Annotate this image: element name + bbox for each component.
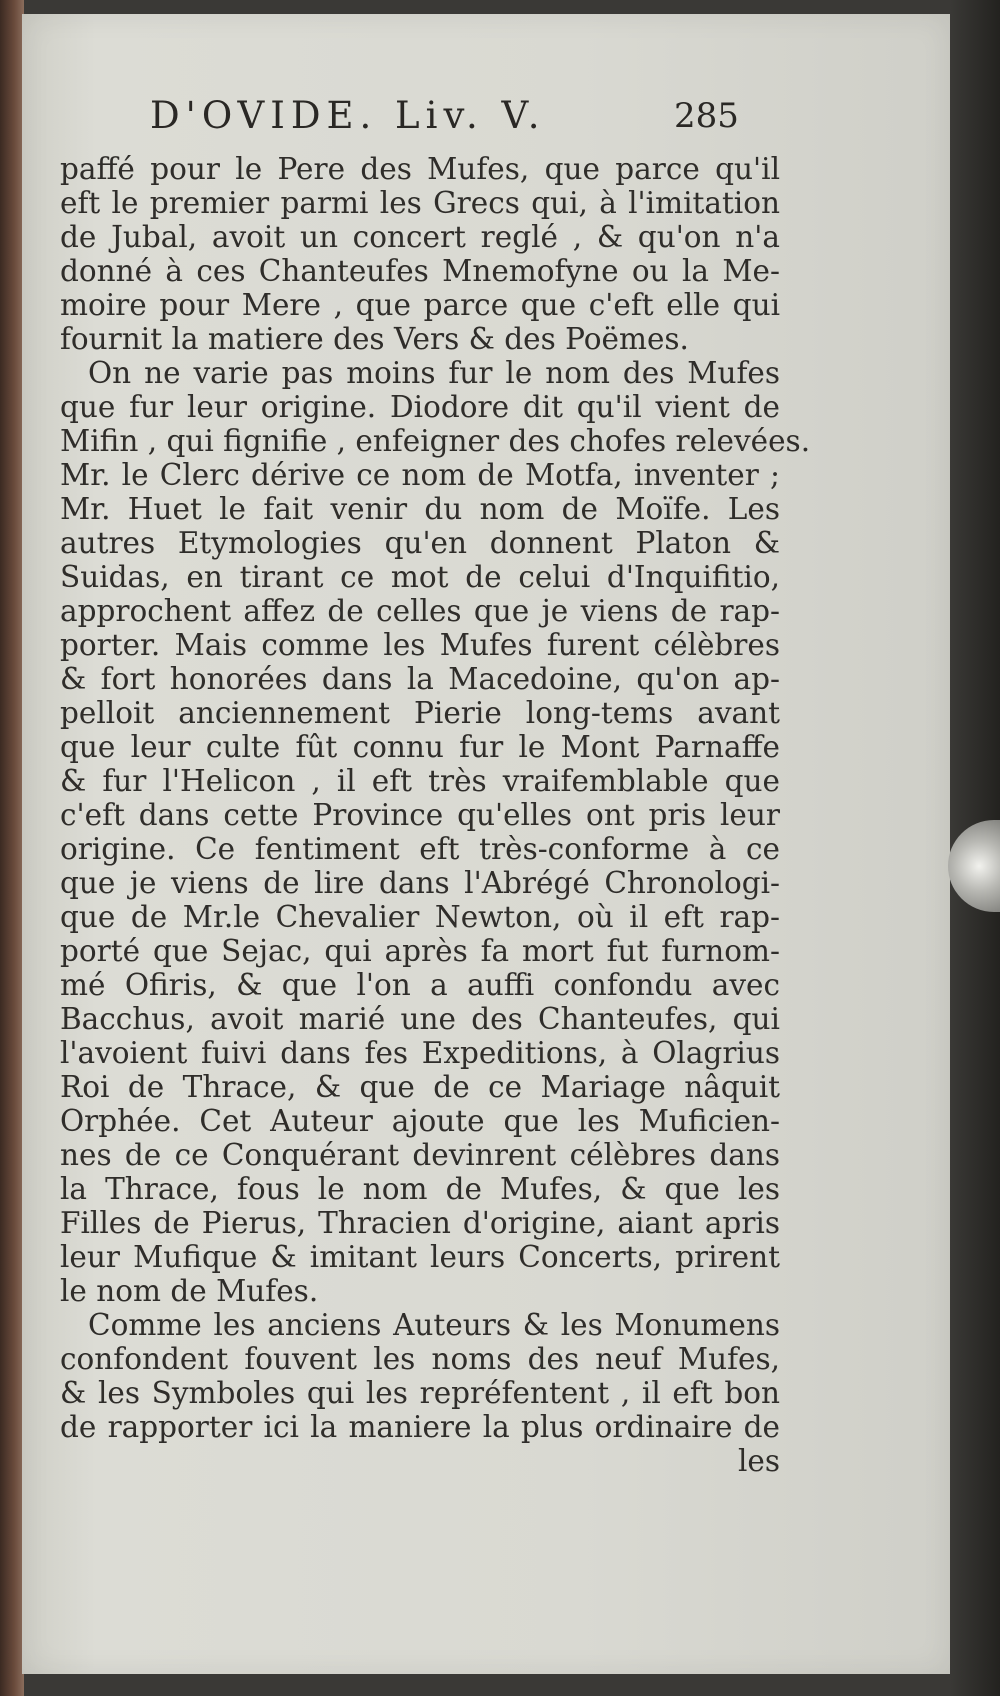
text-line: origine. Ce fentiment eft très-conforme à ce [60, 832, 780, 866]
page-header [22, 94, 950, 150]
page-body-text [60, 152, 811, 1478]
text-line: Mr. Huet le fait venir du nom de Moïfe. Les [60, 492, 780, 526]
text-line: approchent affez de celles que je viens de rap- [60, 594, 780, 628]
text-line: autres Etymologies qu'en donnent Platon & [60, 526, 780, 560]
text-line: l'avoient fuivi dans fes Expeditions, à Olagrius [60, 1036, 780, 1070]
text-line: & fort honorées dans la Macedoine, qu'on ap- [60, 662, 780, 696]
book-page [22, 14, 950, 1674]
text-line: On ne varie pas moins fur le nom des Mufes [88, 356, 780, 390]
text-line: leur Mufique & imitant leurs Concerts, prirent [60, 1240, 780, 1274]
running-head: D'OVIDE. Liv. V. [150, 94, 546, 137]
text-line: & les Symboles qui les repréfentent , il eft bon [60, 1376, 780, 1410]
text-line: Comme les anciens Auteurs & les Monumens [88, 1308, 780, 1342]
text-line: donné à ces Chanteufes Mnemofyne ou la Me- [60, 254, 780, 288]
text-line: eft le premier parmi les Grecs qui, à l'imitation [60, 186, 780, 220]
text-line: Mr. le Clerc dérive ce nom de Motfa, inventer ; [60, 458, 780, 492]
text-line: fournit la matiere des Vers & des Poëmes. [60, 322, 689, 356]
text-line: Mifin , qui fignifie , enfeigner des chofes relevées. [60, 424, 811, 458]
text-line: paffé pour le Pere des Mufes, que parce qu'il [60, 152, 780, 186]
text-line: Roi de Thrace, & que de ce Mariage nâquit [60, 1070, 780, 1104]
text-line: que fur leur origine. Diodore dit qu'il vient de [60, 390, 780, 424]
text-line: que de Mr.le Chevalier Newton, où il eft rap- [60, 900, 780, 934]
text-line: la Thrace, fous le nom de Mufes, & que les [60, 1172, 780, 1206]
text-line: le nom de Mufes. [60, 1274, 319, 1308]
text-line: Bacchus, avoit marié une des Chanteufes, qui [60, 1002, 780, 1036]
text-line: pelloit anciennement Pierie long-tems avant [60, 696, 780, 730]
text-line: que je viens de lire dans l'Abrégé Chronologi- [60, 866, 780, 900]
text-line: Filles de Pierus, Thracien d'origine, aiant apris [60, 1206, 780, 1240]
text-line: confondent fouvent les noms des neuf Mufes, [60, 1342, 780, 1376]
text-line: nes de ce Conquérant devinrent célèbres dans [60, 1138, 780, 1172]
text-line: porté que Sejac, qui après fa mort fut furnom- [60, 934, 780, 968]
text-line: moire pour Mere , que parce que c'eft elle qui [60, 288, 780, 322]
text-line: c'eft dans cette Province qu'elles ont pris leur [60, 798, 780, 832]
text-line: de rapporter ici la maniere la plus ordinaire de [60, 1410, 780, 1444]
text-line: mé Ofiris, & que l'on a auffi confondu avec [60, 968, 780, 1002]
text-line: porter. Mais comme les Mufes furent célèbres [60, 628, 780, 662]
text-line: les [737, 1444, 780, 1478]
text-line: & fur l'Helicon , il eft très vraifemblable que [60, 764, 780, 798]
text-line: Suidas, en tirant ce mot de celui d'Inquifitio, [60, 560, 780, 594]
text-line: que leur culte fût connu fur le Mont Parnaffe [60, 730, 780, 764]
page-number: 285 [674, 96, 739, 136]
text-line: Orphée. Cet Auteur ajoute que les Muficien- [60, 1104, 780, 1138]
book-spine-edge [0, 0, 24, 1696]
text-line: de Jubal, avoit un concert reglé , & qu'on n'a [60, 220, 780, 254]
